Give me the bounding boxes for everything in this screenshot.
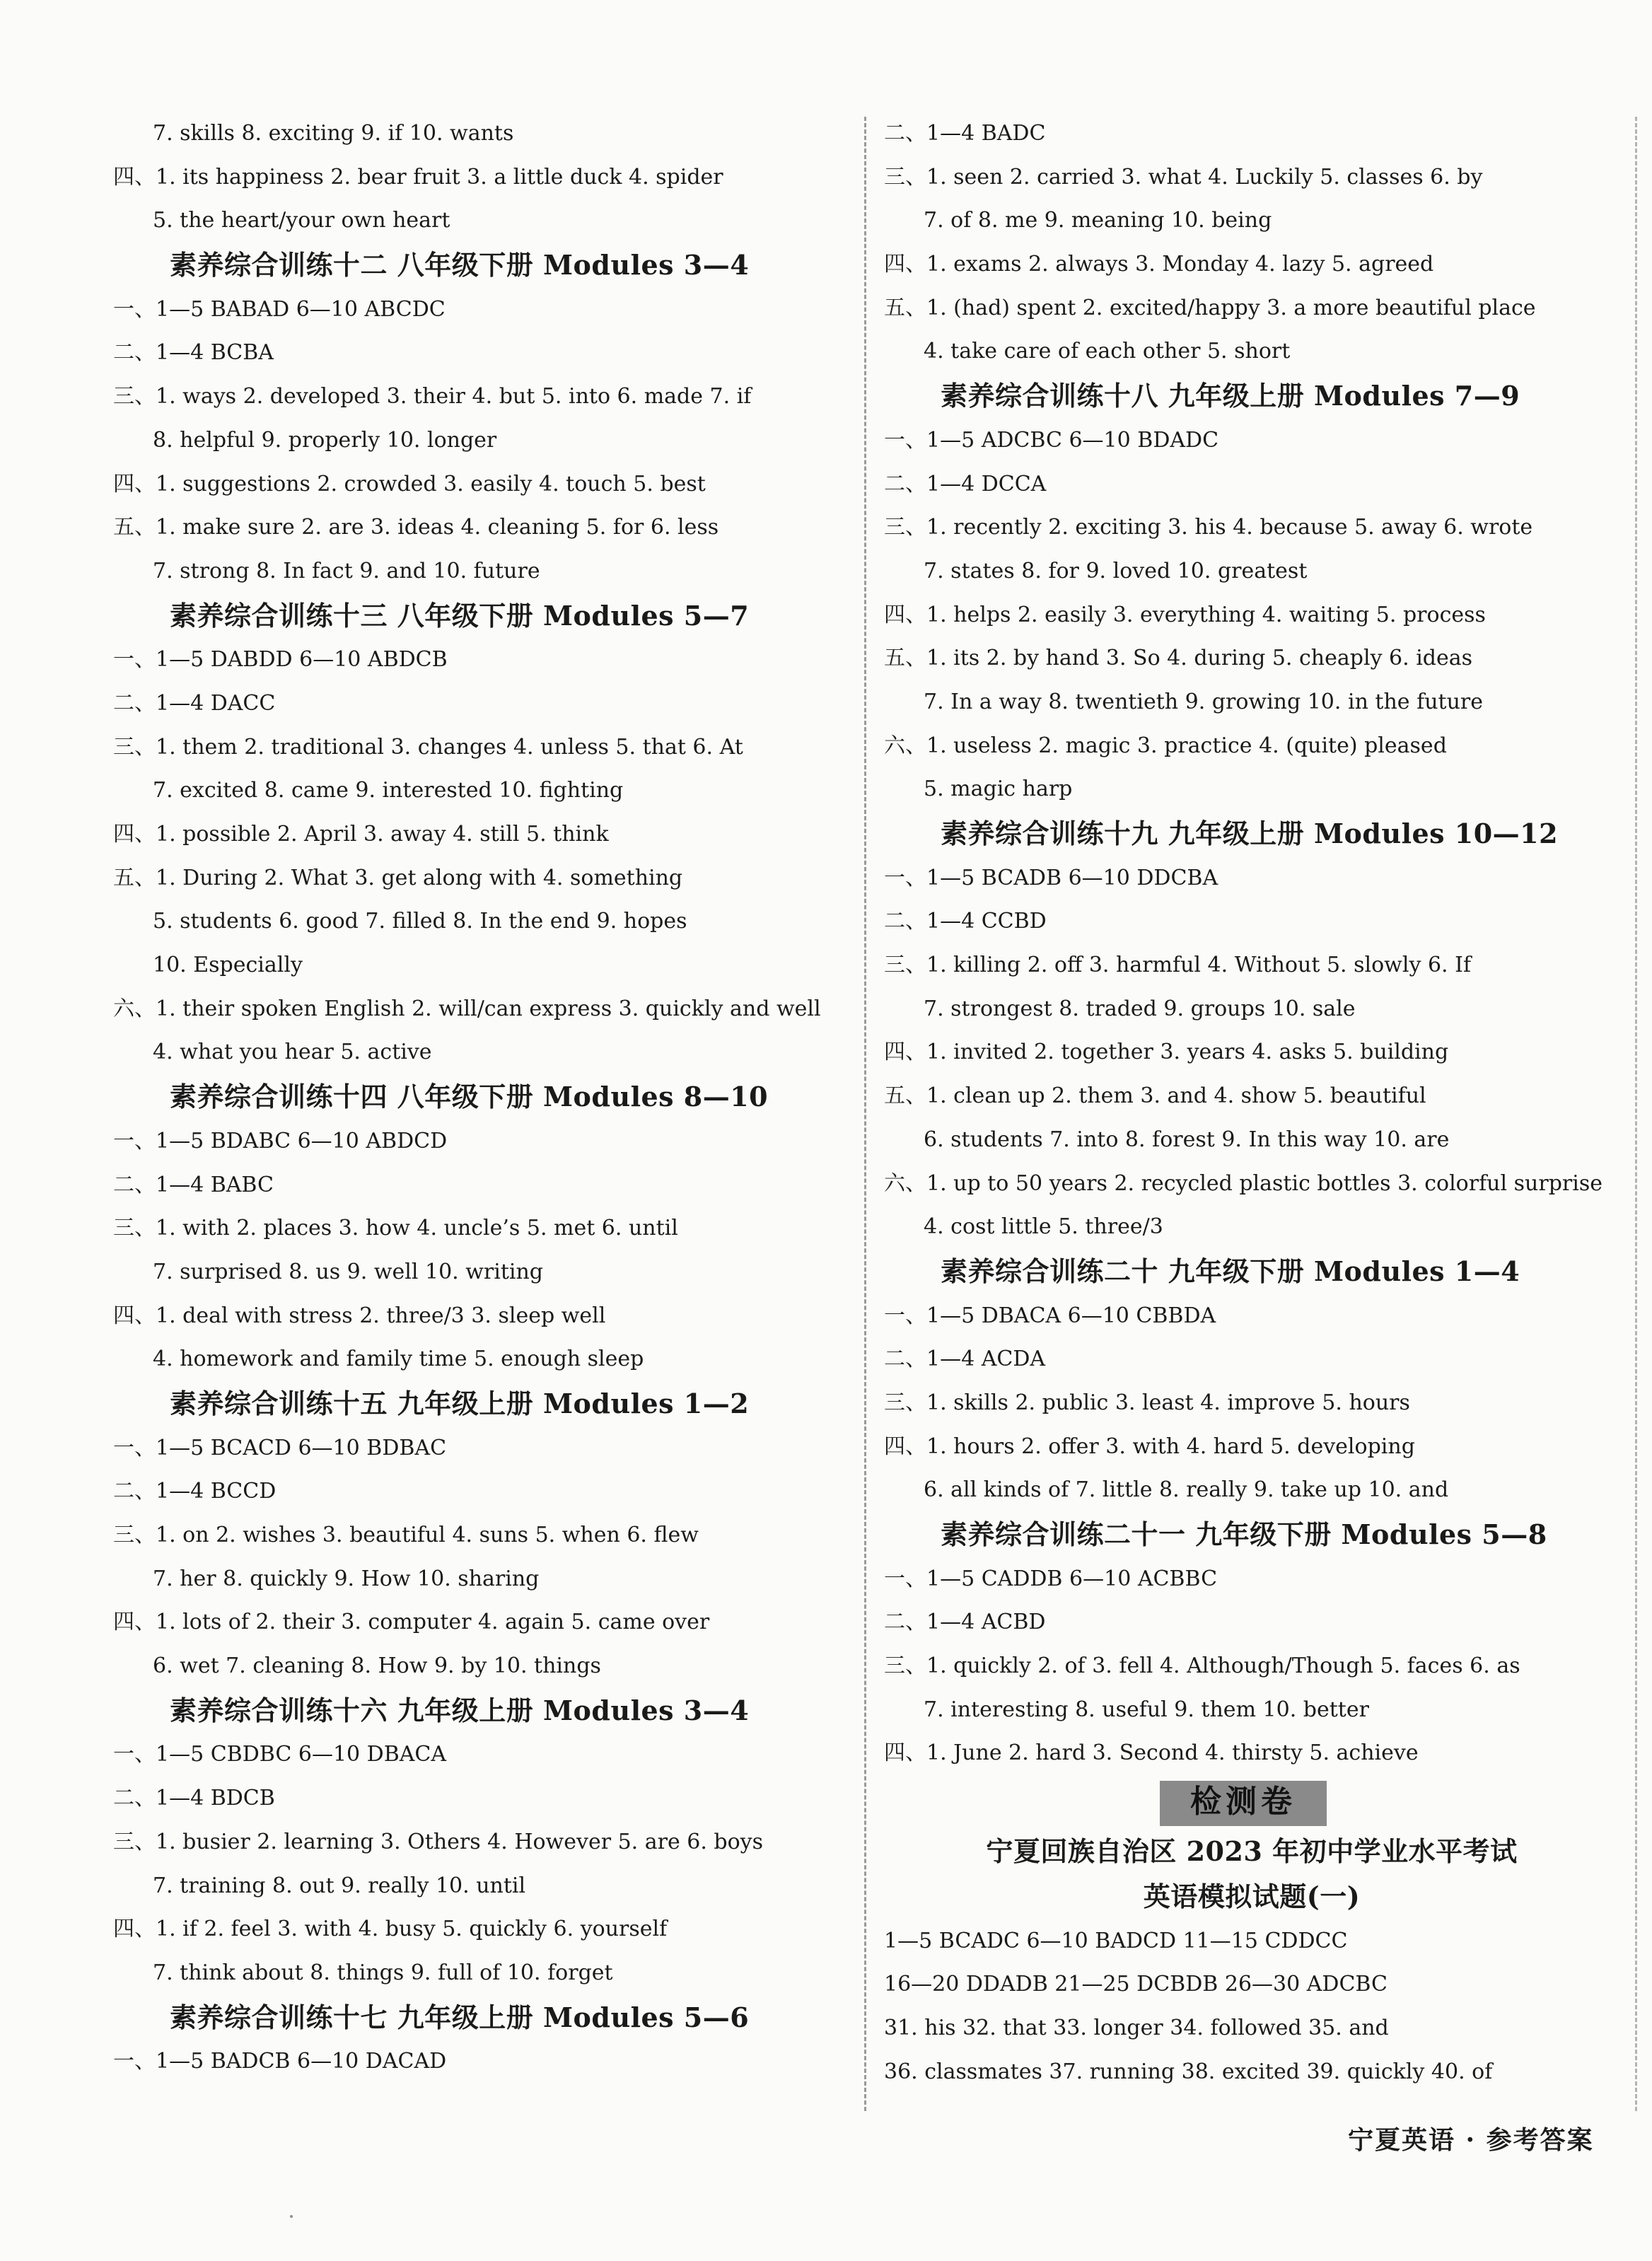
answer-line: 五、1. clean up 2. them 3. and 4. show 5. beautiful: [884, 1083, 1426, 1109]
answer-line-continued: 7. surprised 8. us 9. well 10. writing: [153, 1259, 544, 1284]
answer-line: 一、1—5 BADCB 6—10 DACAD: [113, 2049, 447, 2074]
answer-line: 三、1. busier 2. learning 3. Others 4. However 5. are 6. boys: [113, 1829, 764, 1854]
section-heading: 素养综合训练十五 九年级上册 Modules 1—2: [170, 1387, 750, 1419]
answer-line-continued: 4. take care of each other 5. short: [924, 339, 1291, 364]
answer-line: 16—20 DDADB 21—25 DCBDB 26—30 ADCBC: [884, 1972, 1388, 1997]
answer-line: 四、1. if 2. feel 3. with 4. busy 5. quickly 6. yourself: [113, 1917, 668, 1942]
answer-line: 五、1. During 2. What 3. get along with 4. something: [113, 865, 683, 890]
section-heading: 素养综合训练十三 八年级下册 Modules 5—7: [170, 599, 750, 632]
section-heading: 素养综合训练十九 九年级上册 Modules 10—12: [941, 818, 1559, 849]
answer-line: 二、1—4 CCBD: [884, 909, 1047, 934]
answer-line-continued: 4. cost little 5. three/3: [924, 1214, 1163, 1240]
page-footer: 宁夏英语 · 参考答案: [1348, 2125, 1594, 2155]
answer-line: 四、1. exams 2. always 3. Monday 4. lazy 5. agreed: [884, 252, 1434, 277]
section-heading: 素养综合训练十七 九年级上册 Modules 5—6: [170, 2001, 750, 2033]
answer-line: 31. his 32. that 33. longer 34. followed 35. and: [884, 2015, 1389, 2040]
section-heading: 素养综合训练二十 九年级下册 Modules 1—4: [941, 1255, 1520, 1287]
exam-title: 宁夏回族自治区 2023 年初中学业水平考试: [986, 1835, 1518, 1868]
answer-line-continued: 7. In a way 8. twentieth 9. growing 10. in the future: [924, 689, 1483, 714]
answer-line-continued: 6. all kinds of 7. little 8. really 9. take up 10. and: [924, 1477, 1449, 1503]
scan-speck: [290, 2215, 293, 2218]
answer-line: 五、1. (had) spent 2. excited/happy 3. a more beautiful place: [884, 295, 1536, 320]
answer-line: 六、1. up to 50 years 2. recycled plastic bottles 3. colorful surprise: [884, 1170, 1602, 1196]
answer-line: 一、1—5 DABDD 6—10 ABDCB: [113, 647, 448, 673]
answer-line-continued: 5. the heart/your own heart: [153, 208, 450, 233]
answer-line: 二、1—4 DCCA: [884, 471, 1047, 496]
answer-line: 二、1—4 BCBA: [113, 340, 274, 366]
badge-underline: [1160, 1823, 1327, 1826]
answer-line: 四、1. its happiness 2. bear fruit 3. a little duck 4. spider: [113, 164, 723, 190]
answer-line: 三、1. ways 2. developed 3. their 4. but 5. into 6. made 7. if: [113, 384, 752, 409]
answer-line: 五、1. its 2. by hand 3. So 4. during 5. cheaply 6. ideas: [884, 646, 1473, 671]
section-heading: 素养综合训练十六 九年级上册 Modules 3—4: [170, 1694, 750, 1726]
answer-line: 六、1. their spoken English 2. will/can express 3. quickly and well: [113, 996, 821, 1021]
answer-line: 一、1—5 BABAD 6—10 ABCDC: [113, 296, 446, 322]
answer-line: 一、1—5 CADDB 6—10 ACBBC: [884, 1566, 1218, 1591]
answer-line: 二、1—4 BCCD: [113, 1479, 277, 1504]
answer-line-continued: 7. of 8. me 9. meaning 10. being: [924, 208, 1272, 233]
exam-title: 英语模拟试题(一): [1143, 1880, 1361, 1912]
answer-line-continued: 5. magic harp: [924, 777, 1073, 802]
answer-line-continued: 7. skills 8. exciting 9. if 10. wants: [153, 121, 514, 146]
answer-line-continued: 8. helpful 9. properly 10. longer: [153, 427, 497, 453]
answer-line: 四、1. hours 2. offer 3. with 4. hard 5. developing: [884, 1434, 1415, 1459]
answer-line: 二、1—4 DACC: [113, 690, 276, 716]
section-heading: 素养综合训练二十一 九年级下册 Modules 5—8: [941, 1518, 1547, 1550]
answer-line: 四、1. possible 2. April 3. away 4. still 5. think: [113, 822, 609, 847]
badge-label: 检测卷: [1160, 1781, 1327, 1823]
page-edge-line: [1635, 117, 1637, 2111]
answer-line: 一、1—5 ADCBC 6—10 BDADC: [884, 427, 1219, 453]
answer-line: 四、1. invited 2. together 3. years 4. asks 5. building: [884, 1040, 1449, 1065]
answer-line: 四、1. June 2. hard 3. Second 4. thirsty 5. achieve: [884, 1740, 1419, 1766]
answer-line-continued: 7. think about 8. things 9. full of 10. forget: [153, 1960, 613, 1985]
answer-line: 二、1—4 BABC: [113, 1172, 274, 1197]
test-section-badge: [884, 1775, 1619, 1829]
answer-line: 三、1. on 2. wishes 3. beautiful 4. suns 5. when 6. flew: [113, 1523, 699, 1547]
answer-line: 一、1—5 CBDBC 6—10 DBACA: [113, 1742, 447, 1767]
answer-line: 三、1. seen 2. carried 3. what 4. Luckily 5. classes 6. by: [884, 164, 1483, 190]
answer-line: 二、1—4 BADC: [884, 121, 1046, 146]
answer-line: 三、1. skills 2. public 3. least 4. improve 5. hours: [884, 1390, 1410, 1415]
answer-line: 二、1—4 ACBD: [884, 1610, 1046, 1635]
answer-line: 三、1. recently 2. exciting 3. his 4. because 5. away 6. wrote: [884, 515, 1533, 540]
answer-line: 二、1—4 ACDA: [884, 1347, 1046, 1372]
column-divider: [864, 117, 866, 2111]
answer-line: 一、1—5 BDABC 6—10 ABDCD: [113, 1128, 448, 1153]
answer-line: 六、1. useless 2. magic 3. practice 4. (quite) pleased: [884, 733, 1447, 758]
answer-line: 一、1—5 DBACA 6—10 CBBDA: [884, 1303, 1216, 1328]
answer-line-continued: 5. students 6. good 7. filled 8. In the end 9. hopes: [153, 909, 687, 934]
answer-line: 三、1. them 2. traditional 3. changes 4. unless 5. that 6. At: [113, 734, 743, 760]
answer-line-continued: 6. wet 7. cleaning 8. How 9. by 10. things: [153, 1653, 601, 1679]
answer-line: 三、1. with 2. places 3. how 4. uncle’s 5. met 6. until: [113, 1216, 678, 1241]
answer-line: 四、1. lots of 2. their 3. computer 4. again 5. came over: [113, 1610, 710, 1635]
answer-line-continued: 7. training 8. out 9. really 10. until: [153, 1873, 526, 1898]
answer-line: 三、1. quickly 2. of 3. fell 4. Although/Though 5. faces 6. as: [884, 1653, 1520, 1679]
answer-line: 二、1—4 BDCB: [113, 1786, 275, 1811]
answer-line: 1—5 BCADC 6—10 BADCD 11—15 CDDCC: [884, 1928, 1348, 1953]
answer-line: 三、1. killing 2. off 3. harmful 4. Without 5. slowly 6. If: [884, 953, 1472, 978]
answer-line: 五、1. make sure 2. are 3. ideas 4. cleaning 5. for 6. less: [113, 515, 719, 540]
answer-line-continued: 4. what you hear 5. active: [153, 1040, 432, 1065]
answer-line: 36. classmates 37. running 38. excited 39. quickly 40. of: [884, 2059, 1493, 2084]
answer-line: 四、1. suggestions 2. crowded 3. easily 4. touch 5. best: [113, 471, 706, 496]
answer-line-continued: 7. excited 8. came 9. interested 10. fighting: [153, 778, 624, 803]
answer-line: 四、1. deal with stress 2. three/3 3. sleep well: [113, 1303, 606, 1328]
answer-column-left: [113, 112, 849, 2083]
answer-line-continued: 4. homework and family time 5. enough sleep: [153, 1347, 644, 1372]
answer-line-continued: 10. Especially: [153, 953, 303, 978]
answer-line-continued: 7. states 8. for 9. loved 10. greatest: [924, 558, 1308, 583]
answer-line-continued: 7. interesting 8. useful 9. them 10. better: [924, 1697, 1369, 1722]
answer-line: 一、1—5 BCADB 6—10 DDCBA: [884, 865, 1218, 890]
answer-column-right: [884, 112, 1619, 2093]
section-heading: 素养综合训练十四 八年级下册 Modules 8—10: [170, 1081, 769, 1113]
answer-line-continued: 6. students 7. into 8. forest 9. In this way 10. are: [924, 1127, 1450, 1152]
answer-line: 四、1. helps 2. easily 3. everything 4. waiting 5. process: [884, 602, 1486, 627]
section-heading: 素养综合训练十二 八年级下册 Modules 3—4: [170, 249, 750, 281]
answer-line-continued: 7. her 8. quickly 9. How 10. sharing: [153, 1566, 540, 1591]
answer-line-continued: 7. strongest 8. traded 9. groups 10. sale: [924, 996, 1356, 1021]
section-heading: 素养综合训练十八 九年级上册 Modules 7—9: [941, 380, 1520, 412]
answer-line: 一、1—5 BCACD 6—10 BDBAC: [113, 1435, 447, 1460]
answer-line-continued: 7. strong 8. In fact 9. and 10. future: [153, 558, 540, 583]
